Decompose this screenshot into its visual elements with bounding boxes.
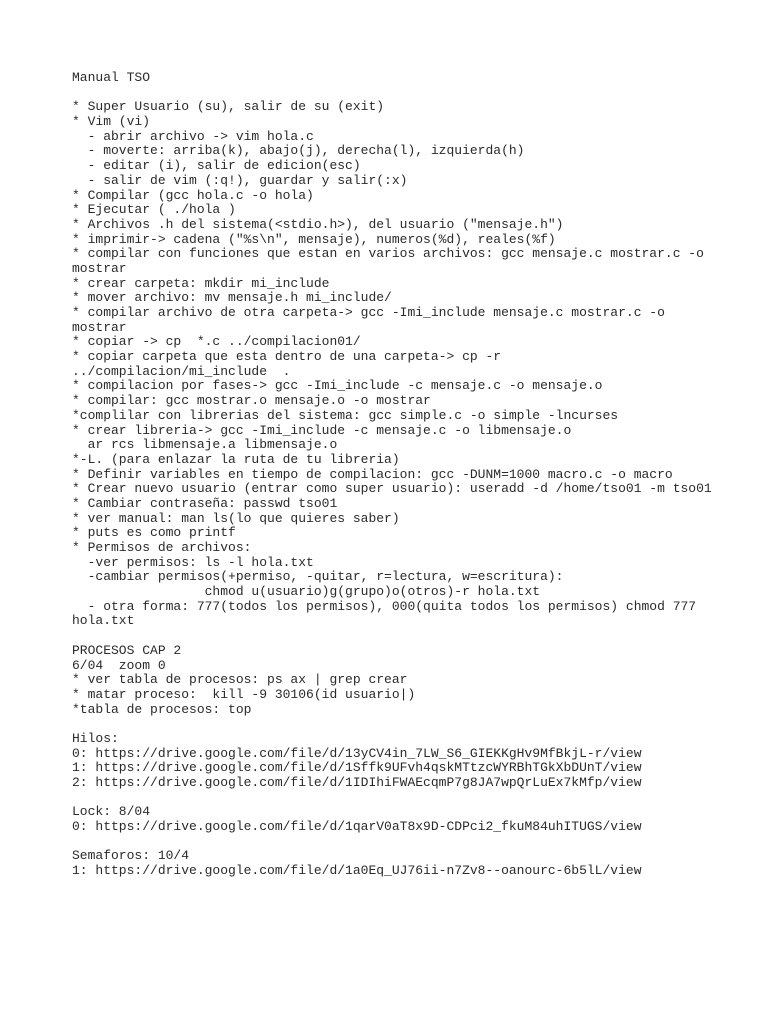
blank-line (72, 791, 752, 806)
note-line: * Archivos .h del sistema(<stdio.h>), del usuario ("mensaje.h") (72, 216, 564, 232)
blank-line (72, 629, 752, 644)
link-line: 1: https://drive.google.com/file/d/1Sffk9UFvh4qskMTtzcWYRBhTGkXbDUnT/view (72, 760, 642, 776)
blank-line (72, 86, 752, 101)
note-line: * puts es como printf (72, 525, 236, 541)
note-line: 6/04 zoom 0 (72, 657, 166, 673)
note-line: mostrar (72, 260, 127, 276)
note-line: hola.txt (72, 613, 135, 629)
note-line: * compilacion por fases-> gcc -Imi_include -c mensaje.c -o mensaje.o (72, 378, 603, 394)
document-title: Manual TSO (72, 70, 151, 85)
link-line: 1: https://drive.google.com/file/d/1a0Eq_UJ76ii-n7Zv8--oanourc-6b5lL/view (72, 863, 642, 879)
note-line: * ver tabla de procesos: ps ax | grep crear (72, 672, 408, 688)
note-line: * mover archivo: mv mensaje.h mi_include/ (72, 290, 392, 306)
note-line: * imprimir-> cadena ("%s\n", mensaje), numeros(%d), reales(%f) (72, 231, 556, 247)
blank-line (72, 835, 752, 850)
note-line: *complilar con librerias del sistema: gcc simple.c -o simple -lncurses (72, 407, 619, 423)
note-line: * Super Usuario (su), salir de su (exit) (72, 99, 385, 115)
section-heading-lock: Lock: 8/04 (72, 804, 151, 820)
note-line: chmod u(usuario)g(grupo)o(otros)-r hola.txt (72, 584, 541, 600)
link-line: 0: https://drive.google.com/file/d/1qarV0aT8x9D-CDPci2_fkuM84uhITUGS/view (72, 819, 642, 835)
note-line: * copiar carpeta que esta dentro de una carpeta-> cp -r (72, 349, 502, 365)
note-line: * Permisos de archivos: (72, 540, 252, 555)
blank-line (72, 717, 752, 732)
note-line: *-L. (para enlazar la ruta de tu libreria) (72, 451, 400, 467)
note-line: ar rcs libmensaje.a libmensaje.o (72, 437, 338, 453)
note-line: - moverte: arriba(k), abajo(j), derecha(l), izquierda(h) (72, 143, 525, 159)
note-line: -cambiar permisos(+permiso, -quitar, r=lectura, w=escritura): (72, 569, 564, 585)
note-line: -ver permisos: ls -l hola.txt (72, 554, 314, 570)
note-line: * Definir variables en tiempo de compilacion: gcc -DUNM=1000 macro.c -o macro (72, 466, 673, 482)
document-page (72, 71, 752, 879)
note-line: * Vim (vi) (72, 114, 151, 130)
note-line: mostrar (72, 319, 127, 335)
note-line: ../compilacion/mi_include . (72, 363, 291, 379)
note-line: * matar proceso: kill -9 30106(id usuario|) (72, 686, 416, 702)
link-line: 0: https://drive.google.com/file/d/13yCV4in_7LW_S6_GIEKKgHv9MfBkjL-r/view (72, 745, 642, 761)
note-line: - otra forma: 777(todos los permisos), 000(quita todos los permisos) chmod 777 (72, 598, 697, 614)
note-line: * crear carpeta: mkdir mi_include (72, 275, 330, 291)
note-line: - editar (i), salir de edicion(esc) (72, 158, 361, 174)
note-line: * crear libreria-> gcc -Imi_include -c mensaje.c -o libmensaje.o (72, 422, 572, 438)
note-line: * Compilar (gcc hola.c -o hola) (72, 187, 314, 203)
note-line: * Crear nuevo usuario (entrar como super usuario): useradd -d /home/tso01 -m tso01 (72, 481, 712, 497)
note-line: * compilar con funciones que estan en varios archivos: gcc mensaje.c mostrar.c -o (72, 246, 704, 262)
section-heading-semaforos: Semaforos: 10/4 (72, 848, 190, 864)
note-line: - abrir archivo -> vim hola.c (72, 128, 314, 144)
note-line: *tabla de procesos: top (72, 701, 252, 717)
note-line: * compilar archivo de otra carpeta-> gcc -Imi_include mensaje.c mostrar.c -o (72, 305, 665, 320)
note-line: * Cambiar contraseña: passwd tso01 (72, 495, 338, 511)
section-heading-procesos: PROCESOS CAP 2 (72, 642, 182, 658)
note-line: * copiar -> cp *.c ../compilacion01/ (72, 334, 361, 350)
note-line: * ver manual: man ls(lo que quieres saber) (72, 510, 400, 526)
note-line: * Ejecutar ( ./hola ) (72, 202, 236, 218)
note-line: * compilar: gcc mostrar.o mensaje.o -o mostrar (72, 393, 431, 409)
note-line: - salir de vim (:q!), guardar y salir(:x) (72, 172, 408, 188)
section-heading-hilos: Hilos: (72, 730, 119, 746)
link-line: 2: https://drive.google.com/file/d/1IDIhiFWAEcqmP7g8JA7wpQrLuEx7kMfp/view (72, 775, 642, 790)
